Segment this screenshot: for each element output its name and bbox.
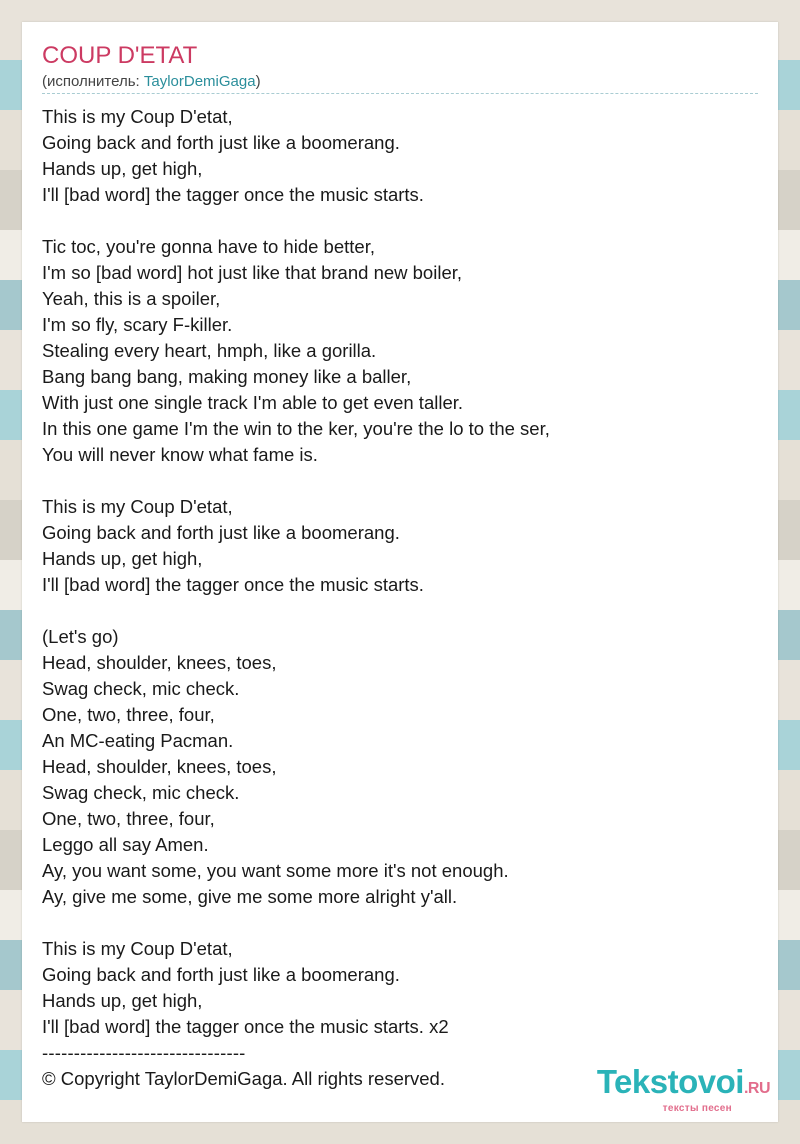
lyric-line: Going back and forth just like a boomerang. [42,132,400,153]
artist-line [42,73,261,91]
lyric-line: Stealing every heart, hmph, like a gorilla. [42,340,377,361]
lyric-line: This is my Coup D'etat, [42,106,233,127]
footer-divider: -------------------------------- [42,1042,246,1063]
logo-tld: .RU [743,1080,770,1097]
header-separator [42,93,758,94]
stanza-break [42,910,762,936]
lyric-line: Going back and forth just like a boomerang. [42,964,400,985]
lyric-line: I'll [bad word] the tagger once the music starts. x2 [42,1016,449,1037]
stanza-break [42,598,762,624]
lyric-line: (Let's go) [42,626,119,647]
artist-suffix: ) [255,73,261,90]
lyric-line: Bang bang bang, making money like a baller, [42,366,412,387]
lyric-line: Hands up, get high, [42,158,203,179]
lyric-line: This is my Coup D'etat, [42,938,233,959]
lyric-line: You will never know what fame is. [42,444,318,465]
artist-link[interactable]: TaylorDemiGaga [143,73,256,90]
lyric-line: Head, shoulder, knees, toes, [42,756,277,777]
lyric-line: Hands up, get high, [42,990,203,1011]
lyric-line: Leggo all say Amen. [42,834,209,855]
lyric-line: I'll [bad word] the tagger once the music starts. [42,184,424,205]
lyric-line: Swag check, mic check. [42,782,240,803]
lyrics-card [22,22,778,1122]
lyric-line: One, two, three, four, [42,704,215,725]
logo-wordmark [597,1065,770,1106]
lyric-line: Tic toc, you're gonna have to hide better, [42,236,375,257]
stanza-break [42,208,762,234]
lyric-line: Ay, you want some, you want some more it's not enough. [42,860,509,881]
lyric-line: I'll [bad word] the tagger once the music starts. [42,574,424,595]
artist-prefix: (исполнитель: [42,73,144,90]
lyric-line: Head, shoulder, knees, toes, [42,652,277,673]
lyric-line: I'm so [bad word] hot just like that brand new boiler, [42,262,463,283]
lyric-line: One, two, three, four, [42,808,215,829]
stanza-break [42,468,762,494]
lyric-line: Hands up, get high, [42,548,203,569]
lyric-line: An MC-eating Pacman. [42,730,234,751]
lyric-line: With just one single track I'm able to get even taller. [42,392,464,413]
lyric-line: I'm so fly, scary F-killer. [42,314,233,335]
lyrics-text [42,104,762,1092]
lyric-line: Ay, give me some, give me some more alright y'all. [42,886,458,907]
copyright-notice: © Copyright TaylorDemiGaga. All rights reserved. [42,1068,445,1089]
lyric-line: Swag check, mic check. [42,678,240,699]
lyric-line: This is my Coup D'etat, [42,496,233,517]
lyric-line: Yeah, this is a spoiler, [42,288,221,309]
logo-name: Tekstovoi [596,1063,744,1100]
site-logo[interactable] [597,1065,770,1114]
lyric-line: Going back and forth just like a boomerang. [42,522,400,543]
song-title: COUP D'ETAT [42,42,198,69]
lyrics-lines [42,104,762,1040]
lyric-line: In this one game I'm the win to the ker, you're the lo to the ser, [42,418,550,439]
logo-tagline: тексты песен [662,1103,732,1114]
